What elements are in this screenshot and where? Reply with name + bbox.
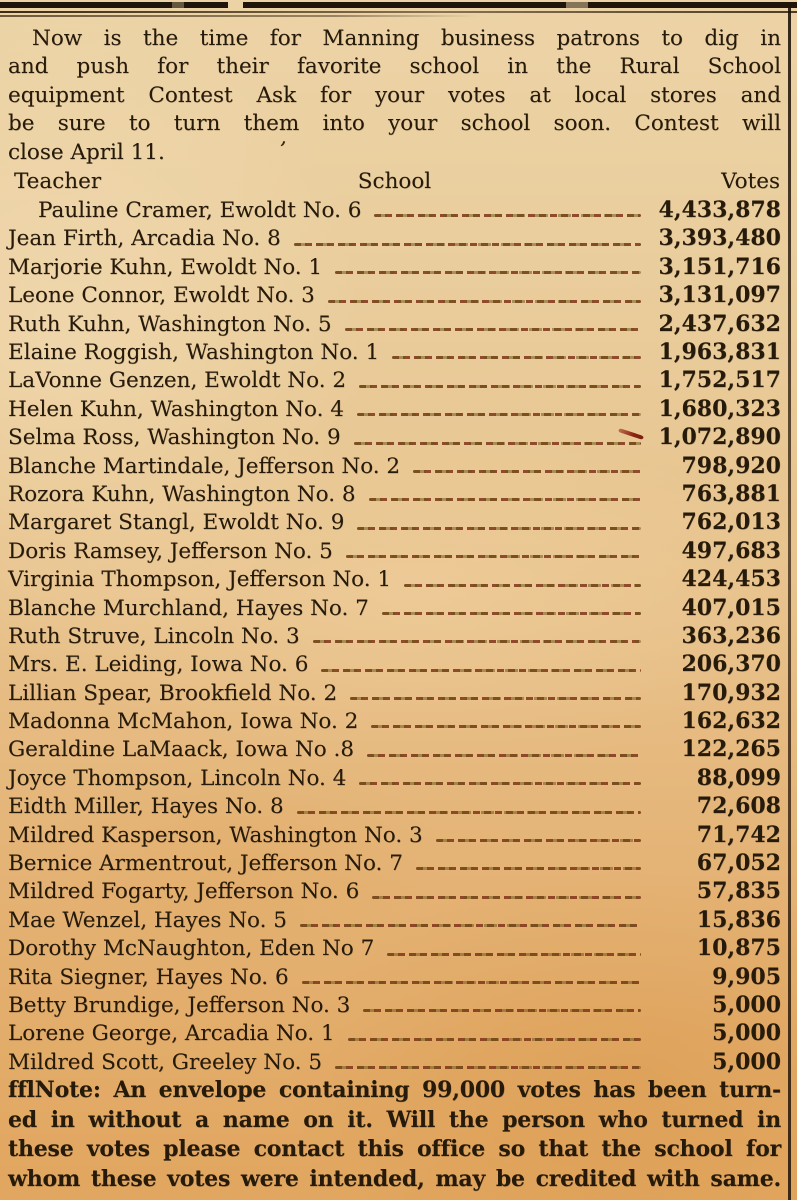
table-row xyxy=(8,338,781,366)
dotted-leader-line xyxy=(357,527,641,530)
dotted-leader-line xyxy=(369,498,641,501)
top-border-thin-rule xyxy=(0,11,797,13)
teacher-school-label: Elaine Roggish, Washington No. 1 xyxy=(8,339,380,365)
teacher-school-label: Mildred Kasperson, Washington No. 3 xyxy=(8,822,423,848)
vote-count: 3,131,097 xyxy=(658,282,781,309)
teacher-school-label: Blanche Martindale, Jefferson No. 2 xyxy=(8,453,401,479)
dotted-leader-line xyxy=(345,328,641,331)
dotted-leader-line xyxy=(359,385,641,388)
dotted-leader-line xyxy=(297,811,641,814)
top-border-partial-rule xyxy=(0,15,797,17)
dotted-leader-line xyxy=(335,1066,641,1069)
teacher-school-label: Virginia Thompson, Jefferson No. 1 xyxy=(8,567,392,593)
vote-count: 88,099 xyxy=(696,764,781,791)
teacher-school-label: Mae Wenzel, Hayes No. 5 xyxy=(8,907,287,933)
dotted-leader-line xyxy=(404,584,641,587)
note-paragraph xyxy=(8,1076,781,1194)
teacher-school-label: Selma Ross, Washington No. 9 xyxy=(8,425,341,451)
table-row xyxy=(8,735,781,763)
vote-count: 71,742 xyxy=(696,821,781,848)
table-row xyxy=(8,565,781,593)
vote-count: 4,433,878 xyxy=(658,197,781,224)
teacher-school-label: Mildred Fogarty, Jefferson No. 6 xyxy=(8,879,360,905)
intro-line: and push for their favorite school in the Rural School xyxy=(8,54,781,80)
teacher-school-label: Bernice Armentrout, Jefferson No. 7 xyxy=(8,851,403,877)
intro-line: close April 11. xyxy=(8,139,165,165)
dotted-leader-line xyxy=(294,243,641,246)
dotted-leader-line xyxy=(313,640,641,643)
dotted-leader-line xyxy=(371,725,641,728)
vote-count: 1,752,517 xyxy=(658,367,781,394)
vote-count: 798,920 xyxy=(681,452,781,479)
dotted-leader-line xyxy=(359,782,641,785)
vote-count: 1,963,831 xyxy=(658,338,781,365)
vote-count: 206,370 xyxy=(681,651,781,678)
right-column-rule xyxy=(788,6,791,1200)
dotted-leader-line xyxy=(335,271,641,274)
vote-count: 57,835 xyxy=(696,878,781,905)
vote-standings-table xyxy=(8,196,781,1076)
table-row xyxy=(8,395,781,423)
table-row xyxy=(8,594,781,622)
table-row xyxy=(8,650,781,678)
teacher-school-label: Lillian Spear, Brookfield No. 2 xyxy=(8,680,338,706)
teacher-school-label: Doris Ramsey, Jefferson No. 5 xyxy=(8,538,333,564)
vote-count: 424,453 xyxy=(681,566,781,593)
table-row xyxy=(8,1019,781,1047)
vote-count: 3,393,480 xyxy=(658,225,781,252)
table-row xyxy=(8,1048,781,1076)
table-row xyxy=(8,707,781,735)
table-header-row xyxy=(8,167,781,196)
vote-count: 15,836 xyxy=(696,906,781,933)
vote-count: 5,000 xyxy=(712,991,781,1018)
table-row xyxy=(8,622,781,650)
table-row xyxy=(8,423,781,451)
dotted-leader-line xyxy=(354,442,641,445)
column-header-school: School xyxy=(357,169,432,195)
teacher-school-label: Leone Connor, Ewoldt No. 3 xyxy=(8,283,315,309)
table-row xyxy=(8,963,781,991)
teacher-school-label: Betty Brundige, Jefferson No. 3 xyxy=(8,992,351,1018)
vote-count: 122,265 xyxy=(681,736,781,763)
note-line: these votes please contact this office so that the school for xyxy=(8,1136,781,1163)
table-row xyxy=(8,196,781,224)
dotted-leader-line xyxy=(357,413,641,416)
dotted-leader-line xyxy=(374,214,641,217)
column-header-teacher: Teacher xyxy=(14,169,102,195)
note-line: ed in without a name on it. Will the person who turned in xyxy=(8,1106,781,1133)
table-row xyxy=(8,224,781,252)
dotted-leader-line xyxy=(300,924,641,927)
vote-count: 67,052 xyxy=(696,850,781,877)
vote-count: 763,881 xyxy=(681,480,781,507)
table-row xyxy=(8,310,781,338)
dotted-leader-line xyxy=(367,754,641,757)
table-row xyxy=(8,877,781,905)
dotted-leader-line xyxy=(413,470,641,473)
dotted-leader-line xyxy=(387,953,641,956)
dotted-leader-line xyxy=(350,697,641,700)
vote-count: 1,680,323 xyxy=(658,395,781,422)
teacher-school-label: LaVonne Genzen, Ewoldt No. 2 xyxy=(8,368,347,394)
dotted-leader-line xyxy=(346,555,641,558)
article-content xyxy=(8,25,781,1195)
dotted-leader-line xyxy=(363,1009,641,1012)
vote-count: 5,000 xyxy=(712,1020,781,1047)
vote-count: 762,013 xyxy=(681,509,781,536)
vote-count: 5,000 xyxy=(712,1048,781,1075)
vote-count: 162,632 xyxy=(681,708,781,735)
teacher-school-label: Mrs. E. Leiding, Iowa No. 6 xyxy=(8,652,309,678)
vote-count: 363,236 xyxy=(681,622,781,649)
teacher-school-label: Madonna McMahon, Iowa No. 2 xyxy=(8,709,359,735)
dotted-leader-line xyxy=(436,839,641,842)
table-row xyxy=(8,821,781,849)
table-row xyxy=(8,366,781,394)
vote-count: 407,015 xyxy=(681,594,781,621)
teacher-school-label: Pauline Cramer, Ewoldt No. 6 xyxy=(38,198,362,224)
vote-count: 3,151,716 xyxy=(658,253,781,280)
table-row xyxy=(8,764,781,792)
teacher-school-label: Mildred Scott, Greeley No. 5 xyxy=(8,1049,322,1075)
teacher-school-label: Margaret Stangl, Ewoldt No. 9 xyxy=(8,510,345,536)
dotted-leader-line xyxy=(392,356,641,359)
dotted-leader-line xyxy=(321,669,641,672)
table-row xyxy=(8,480,781,508)
teacher-school-label: Helen Kuhn, Washington No. 4 xyxy=(8,396,344,422)
teacher-school-label: Geraldine LaMaack, Iowa No .8 xyxy=(8,737,354,763)
table-row xyxy=(8,849,781,877)
note-line: fflNote: An envelope containing 99,000 votes has been turn- xyxy=(8,1077,781,1104)
teacher-school-label: Blanche Murchland, Hayes No. 7 xyxy=(8,595,369,621)
dotted-leader-line xyxy=(328,300,641,303)
teacher-school-label: Joyce Thompson, Lincoln No. 4 xyxy=(8,765,347,791)
teacher-school-label: Jean Firth, Arcadia No. 8 xyxy=(8,226,281,252)
column-header-votes: Votes xyxy=(721,169,780,195)
intro-line: be sure to turn them into your school soon. Contest will xyxy=(8,111,781,137)
dotted-leader-line xyxy=(348,1038,641,1041)
vote-count: 497,683 xyxy=(681,537,781,564)
table-row xyxy=(8,508,781,536)
vote-count: 1,072,890 xyxy=(658,424,781,451)
table-row xyxy=(8,281,781,309)
vote-count: 2,437,632 xyxy=(658,310,781,337)
table-row xyxy=(8,906,781,934)
stray-apostrophe-mark: ’ xyxy=(275,137,288,164)
table-row xyxy=(8,792,781,820)
top-border-thick-rule xyxy=(0,2,797,8)
teacher-school-label: Ruth Struve, Lincoln No. 3 xyxy=(8,623,300,649)
teacher-school-label: Lorene George, Arcadia No. 1 xyxy=(8,1021,335,1047)
vote-count: 72,608 xyxy=(696,793,781,820)
teacher-school-label: Marjorie Kuhn, Ewoldt No. 1 xyxy=(8,254,323,280)
teacher-school-label: Dorothy McNaughton, Eden No 7 xyxy=(8,936,375,962)
dotted-leader-line xyxy=(302,981,641,984)
intro-paragraph xyxy=(8,25,781,167)
table-row xyxy=(8,537,781,565)
table-row xyxy=(8,253,781,281)
teacher-school-label: Rita Siegner, Hayes No. 6 xyxy=(8,964,289,990)
dotted-leader-line xyxy=(372,896,641,899)
table-row xyxy=(8,452,781,480)
vote-count: 9,905 xyxy=(712,963,781,990)
dotted-leader-line xyxy=(416,867,641,870)
table-row xyxy=(8,934,781,962)
teacher-school-label: Ruth Kuhn, Washington No. 5 xyxy=(8,311,332,337)
teacher-school-label: Eidth Miller, Hayes No. 8 xyxy=(8,794,284,820)
teacher-school-label: Rozora Kuhn, Washington No. 8 xyxy=(8,481,356,507)
table-row xyxy=(8,991,781,1019)
vote-count: 170,932 xyxy=(681,679,781,706)
intro-line: equipment Contest Ask for your votes at local stores and xyxy=(8,82,781,108)
table-row xyxy=(8,679,781,707)
dotted-leader-line xyxy=(382,612,641,615)
vote-count: 10,875 xyxy=(696,935,781,962)
intro-line: Now is the time for Manning business patrons to dig in xyxy=(32,26,781,51)
note-line: whom these votes were intended, may be credited with same. xyxy=(8,1165,781,1192)
